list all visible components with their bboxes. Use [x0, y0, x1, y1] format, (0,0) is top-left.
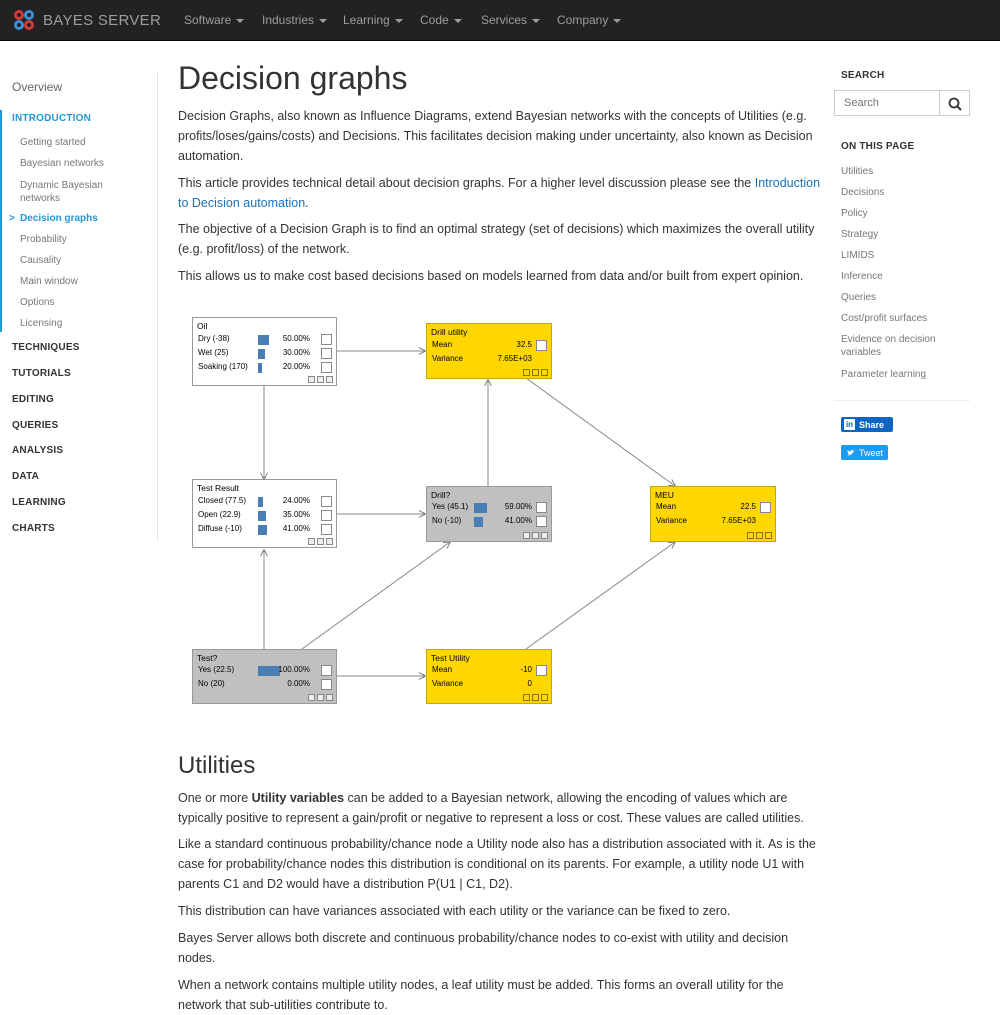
sidebar-item-bayesian-networks[interactable]: Bayesian networks: [20, 158, 104, 169]
collapse-icon[interactable]: [326, 694, 333, 701]
intro-paragraph: Decision Graphs, also known as Influence Diagrams, extend Bayesian networks with the concepts of Utilities (e.g. profits/loses/gains/costs) and Decisions. This facilitates decision making under uncertainty, also known as Decision automation.: [178, 109, 813, 163]
node-toolbar: [523, 532, 548, 539]
top-navbar: [0, 0, 1000, 41]
sidebar-item-main-window[interactable]: Main window: [20, 276, 78, 287]
bayes-server-logo-icon: [12, 8, 36, 32]
caret-down-icon: [454, 19, 462, 23]
probability-bar: [474, 503, 487, 513]
link-test-drill: [302, 542, 450, 649]
link-drill-utility-meu: [526, 378, 675, 486]
intro-decision-automation-link[interactable]: Introduction to Decision automation: [178, 176, 821, 210]
node-row: Yes (45.1) 59.00%: [432, 502, 548, 514]
toc-link-cost-profit-surfaces[interactable]: Cost/profit surfaces: [841, 313, 928, 324]
node-toolbar: [308, 376, 333, 383]
sidebar-section-analysis[interactable]: ANALYSIS: [12, 445, 64, 456]
higher-level-paragraph: This article provides technical detail about decision graphs. For a higher level discussion please see the Introduction to Decision automation.: [178, 176, 821, 210]
toc-link-limids[interactable]: LIMIDS: [841, 250, 875, 261]
evidence-checkbox[interactable]: [321, 510, 332, 521]
zoom-icon[interactable]: [317, 538, 324, 545]
sidebar-item-decision-graphs[interactable]: Decision graphs: [20, 213, 98, 224]
caret-down-icon: [613, 19, 621, 23]
nav-software[interactable]: Software: [184, 13, 244, 27]
evidence-checkbox[interactable]: [536, 340, 547, 351]
evidence-checkbox[interactable]: [321, 496, 332, 507]
evidence-checkbox[interactable]: [321, 334, 332, 345]
toc-link-utilities[interactable]: Utilities: [841, 166, 874, 177]
utilities-paragraph-1: One or more Utility variables can be added to a Bayesian network, allowing the encoding of values which are typically positive to represent a gain/profit or negative to represent a loss or cost. These values are called utilities.: [178, 791, 804, 825]
search-heading: SEARCH: [841, 70, 885, 81]
cost-decisions-paragraph: This allows us to make cost based decisions based on models learned from data and/or built from expert opinion.: [178, 269, 804, 283]
collapse-icon[interactable]: [541, 694, 548, 701]
caret-down-icon: [319, 19, 327, 23]
probability-bar: [258, 511, 266, 521]
node-test-result[interactable]: [192, 479, 337, 548]
nav-learning[interactable]: Learning: [343, 13, 403, 27]
node-toolbar: [523, 369, 548, 376]
evidence-checkbox[interactable]: [321, 524, 332, 535]
sidebar-item-dynamic-bayesian-networks[interactable]: Dynamic Bayesian networks: [20, 180, 103, 204]
toc-link-queries[interactable]: Queries: [841, 292, 877, 303]
collapse-icon[interactable]: [326, 538, 333, 545]
collapse-icon[interactable]: [541, 532, 548, 539]
node-toolbar: [308, 694, 333, 701]
node-toolbar: [308, 538, 333, 545]
node-row: Diffuse (-10) 41.00%: [198, 524, 333, 536]
node-title: MEU: [655, 490, 674, 500]
sidebar-item-probability[interactable]: Probability: [20, 234, 67, 245]
node-title: Test Result: [197, 483, 240, 493]
node-drill-utility[interactable]: [426, 323, 552, 379]
toc-link-inference[interactable]: Inference: [841, 271, 883, 282]
sidebar-item-options[interactable]: Options: [20, 297, 55, 308]
evidence-checkbox[interactable]: [536, 516, 547, 527]
zoom-icon[interactable]: [532, 369, 539, 376]
link-test-utility-meu: [526, 542, 675, 649]
node-test-decision[interactable]: [192, 649, 337, 704]
toc-link-strategy[interactable]: Strategy: [841, 229, 879, 240]
sidebar-section-techniques[interactable]: TECHNIQUES: [12, 342, 80, 353]
left-sidebar: [0, 72, 158, 542]
probability-bar: [474, 517, 483, 527]
node-row: Variance 7.65E+03: [432, 354, 532, 363]
probability-bar: [258, 525, 267, 535]
node-toolbar: [523, 694, 548, 701]
utilities-paragraph-4: Bayes Server allows both discrete and continuous probability/chance nodes to co-exist with utility and decision nodes.: [178, 931, 789, 965]
utilities-paragraph-5: When a network contains multiple utility nodes, a leaf utility must be added. This forms an overall utility for the network that sub-utilities contribute to.: [178, 978, 784, 1012]
node-row: Closed (77.5) 24.00%: [198, 496, 333, 508]
node-meu[interactable]: [650, 486, 776, 542]
node-row: Mean -10: [432, 665, 548, 677]
node-row: Wet (25) 30.00%: [198, 348, 333, 360]
linkedin-share-button[interactable]: in Share: [841, 417, 893, 432]
nav-code[interactable]: Code: [420, 13, 462, 27]
sidebar-item-causality[interactable]: Causality: [20, 255, 62, 266]
divider: [834, 400, 970, 401]
decision-graph-diagram: [178, 300, 823, 720]
caret-down-icon: [236, 19, 244, 23]
nav-industries[interactable]: Industries: [262, 13, 327, 27]
node-title: Oil: [197, 321, 208, 331]
sidebar-overview[interactable]: Overview: [12, 80, 63, 94]
on-this-page-heading: ON THIS PAGE: [841, 141, 915, 152]
table-icon[interactable]: [747, 532, 754, 539]
node-title: Test Utility: [431, 653, 470, 663]
sidebar-item-licensing[interactable]: Licensing: [20, 318, 63, 329]
objective-paragraph: The objective of a Decision Graph is to find an optimal strategy (set of decisions) which maximizes the overall utility (e.g. profit/loss) of the network.: [178, 222, 815, 256]
node-row: No (-10) 41.00%: [432, 516, 548, 528]
collapse-icon[interactable]: [541, 369, 548, 376]
probability-bar: [258, 363, 262, 373]
zoom-icon[interactable]: [756, 532, 763, 539]
search-input[interactable]: [834, 90, 939, 116]
node-drill-decision[interactable]: [426, 486, 552, 542]
nav-company[interactable]: Company: [557, 13, 621, 27]
toc-link-parameter-learning[interactable]: Parameter learning: [841, 369, 927, 380]
node-title: Drill?: [431, 490, 451, 500]
brand-name: BAYES SERVER: [43, 11, 162, 29]
active-section-indicator: [0, 110, 2, 332]
node-row: Dry (-38) 50.00%: [198, 334, 333, 346]
caret-down-icon: [395, 19, 403, 23]
table-icon[interactable]: [308, 538, 315, 545]
caret-down-icon: [532, 19, 540, 23]
evidence-checkbox[interactable]: [321, 679, 332, 690]
toc-link-evidence-on-decision-variables[interactable]: Evidence on decision variables: [841, 334, 936, 358]
main-content: [178, 58, 823, 98]
evidence-checkbox[interactable]: [760, 502, 771, 513]
node-row: No (20) 0.00%: [198, 679, 333, 691]
search-button[interactable]: [939, 90, 970, 116]
toc-link-decisions[interactable]: Decisions: [841, 187, 885, 198]
sidebar-section-editing[interactable]: EDITING: [12, 394, 54, 405]
table-icon[interactable]: [308, 376, 315, 383]
nav-services[interactable]: Services: [481, 13, 540, 27]
active-item-marker: >: [9, 213, 15, 224]
sidebar-section-learning[interactable]: LEARNING: [12, 497, 66, 508]
utilities-paragraph-3: This distribution can have variances associated with each utility or the variance can be fixed to zero.: [178, 904, 731, 918]
sidebar-section-introduction[interactable]: INTRODUCTION: [12, 113, 92, 124]
twitter-tweet-button[interactable]: Tweet: [841, 445, 888, 460]
node-row: Mean 22.5: [656, 502, 772, 514]
collapse-icon[interactable]: [765, 532, 772, 539]
node-row: Mean 32.5: [432, 340, 548, 352]
evidence-checkbox[interactable]: [321, 362, 332, 373]
node-row: Variance 0: [432, 679, 532, 688]
evidence-checkbox[interactable]: [536, 665, 547, 676]
toc-link-policy[interactable]: Policy: [841, 208, 868, 219]
node-toolbar: [747, 532, 772, 539]
node-row: Open (22.9) 35.00%: [198, 510, 333, 522]
utilities-paragraph-2: Like a standard continuous probability/chance node a Utility node also has a distribution associated with it. As is the case for probability/chance nodes this distribution is conditional on its parents. For example, a utility node U1 with parents C1 and D2 would have a distribution P(U1 | C1, D2).: [178, 837, 816, 891]
node-title: Drill utility: [431, 327, 468, 337]
node-oil[interactable]: [192, 317, 337, 386]
evidence-checkbox[interactable]: [321, 665, 332, 676]
node-row: Variance 7.65E+03: [656, 516, 756, 525]
probability-bar: [258, 335, 269, 345]
table-icon[interactable]: [523, 694, 530, 701]
zoom-icon[interactable]: [317, 694, 324, 701]
zoom-icon[interactable]: [532, 694, 539, 701]
zoom-icon[interactable]: [532, 532, 539, 539]
zoom-icon[interactable]: [317, 376, 324, 383]
sidebar-section-queries[interactable]: QUERIES: [12, 420, 59, 431]
table-icon[interactable]: [523, 369, 530, 376]
sidebar-section-charts[interactable]: CHARTS: [12, 523, 55, 534]
node-title: Test?: [197, 653, 218, 663]
section-heading-utilities: Utilities: [178, 752, 256, 779]
probability-bar: [258, 497, 263, 507]
node-row: Soaking (170) 20.00%: [198, 362, 333, 374]
linkedin-icon: in: [845, 420, 854, 429]
collapse-icon[interactable]: [326, 376, 333, 383]
evidence-checkbox[interactable]: [536, 502, 547, 513]
brand[interactable]: [12, 8, 161, 32]
table-icon[interactable]: [523, 532, 530, 539]
twitter-bird-icon: [846, 448, 856, 458]
page-title: Decision graphs: [178, 60, 408, 96]
evidence-checkbox[interactable]: [321, 348, 332, 359]
probability-bar: [258, 349, 265, 359]
sidebar-section-data[interactable]: DATA: [12, 471, 40, 482]
table-icon[interactable]: [308, 694, 315, 701]
node-row: Yes (22.5) 100.00%: [198, 665, 333, 677]
sidebar-section-tutorials[interactable]: TUTORIALS: [12, 368, 71, 379]
node-test-utility[interactable]: [426, 649, 552, 704]
search-icon: [940, 91, 971, 117]
sidebar-item-getting-started[interactable]: Getting started: [20, 137, 86, 148]
